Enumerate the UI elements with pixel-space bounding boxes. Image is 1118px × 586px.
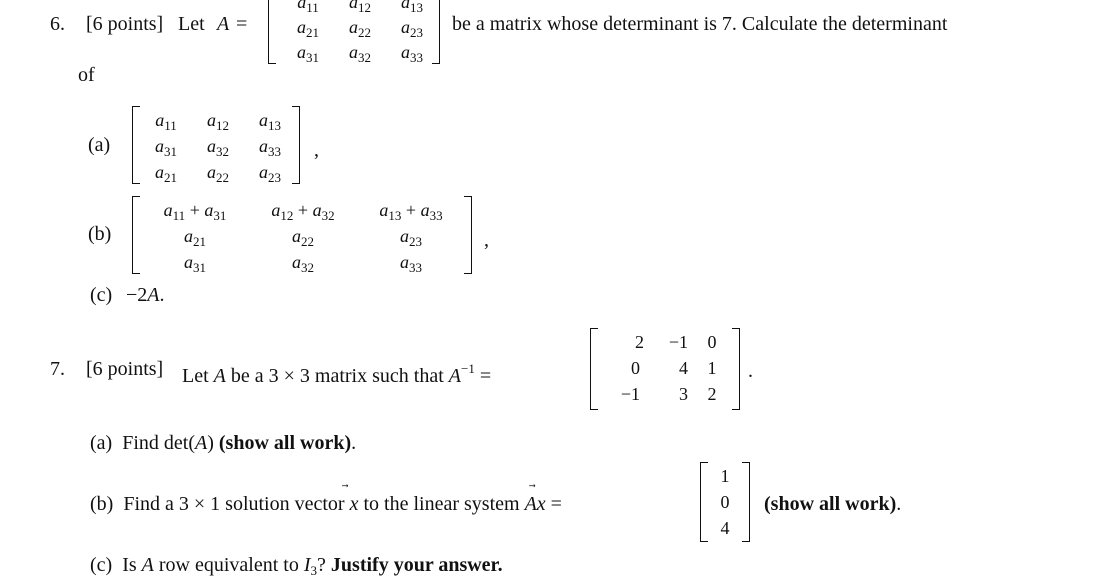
matrix-entry: $a_{23}$ (401, 17, 423, 40)
matrix-entry: $a_{31}$ (155, 136, 177, 159)
matrix-entry: 3 (679, 384, 688, 404)
matrix-entry: −1 (620, 384, 640, 404)
matrix-entry: $a_{33}$ (259, 136, 281, 159)
q7-points: [6 points] (86, 358, 164, 380)
matrix-entry-sum: $a_{13} + a_{33}$ (379, 200, 443, 223)
matrix-entry: 0 (707, 332, 717, 352)
matrix-entry: 4 (679, 358, 688, 378)
q7-part-b-text: (b) Find a 3 × 1 solution vector x to the linear system A x = (90, 493, 562, 515)
matrix-entry: $a_{13}$ (259, 110, 281, 133)
q7-part-b-note: (show all work). (764, 493, 902, 515)
q7-part-a: (a) Find det(A) (show all work). (90, 432, 357, 454)
q6-part-c-expr: −2A. (126, 284, 165, 306)
matrix-entry: $a_{22}$ (292, 226, 314, 249)
matrix-entry-sum: $a_{12} + a_{32}$ (271, 200, 335, 223)
left-bracket (132, 196, 140, 274)
q6-part-b-label: (b) (88, 223, 112, 245)
q6-of: of (78, 64, 95, 86)
matrix-entry: $a_{21}$ (155, 162, 177, 185)
matrix-entry: 1 (707, 358, 717, 378)
matrix-entry: 2 (707, 384, 717, 404)
vector-entry: 1 (720, 466, 730, 486)
left-bracket (700, 462, 708, 542)
matrix-entry: $a_{11}$ (155, 110, 177, 133)
right-bracket (742, 462, 750, 542)
matrix-entry: $a_{21}$ (184, 226, 206, 249)
q7-period: . (748, 360, 753, 382)
matrix-entry-sum: $a_{11} + a_{31}$ (163, 200, 227, 223)
matrix-entry: $a_{32}$ (349, 42, 371, 65)
matrix-entry: 0 (631, 358, 640, 378)
right-bracket (732, 328, 740, 410)
matrix-entry: $a_{31}$ (184, 252, 206, 275)
q7-statement: Let A be a 3 × 3 matrix such that $A^{-1}$ = (182, 361, 492, 387)
matrix-entry: $a_{22}$ (207, 162, 229, 185)
matrix-entry: $a_{12}$ (207, 110, 229, 133)
matrix-entry: 2 (635, 332, 644, 352)
matrix-entry: −1 (668, 332, 688, 352)
q6-var-A: A (217, 13, 230, 35)
q6-equals: = (236, 13, 248, 35)
q7-number: 7. (50, 358, 65, 380)
matrix-entry: $a_{33}$ (401, 42, 423, 65)
vector-x: x (536, 493, 546, 515)
left-bracket (590, 328, 598, 410)
q7-part-c: (c) Is A row equivalent to $I_3$? Justify your answer. (90, 554, 503, 578)
matrix-entry: $a_{21}$ (297, 17, 319, 40)
vector-entry: 0 (720, 492, 730, 512)
matrix-entry: $a_{31}$ (297, 42, 319, 65)
q6-part-b-comma: , (484, 229, 489, 251)
left-bracket (268, 0, 276, 64)
q6-points: [6 points] (86, 13, 164, 35)
q6-number: 6. (50, 13, 65, 35)
q6-part-c-label: (c) (90, 284, 113, 306)
q6-part-a-comma: , (314, 139, 319, 161)
matrix-entry: $a_{11}$ (297, 0, 319, 15)
matrix-entry: $a_{23}$ (259, 162, 281, 185)
matrix-entry: $a_{33}$ (400, 252, 422, 275)
matrix-entry: $a_{32}$ (207, 136, 229, 159)
matrix-entry: $a_{13}$ (401, 0, 423, 15)
matrix-entry: $a_{23}$ (400, 226, 422, 249)
q6-statement: be a matrix whose determinant is 7. Calculate the determinant (452, 13, 948, 35)
left-bracket (132, 106, 140, 184)
matrix-entry: $a_{12}$ (349, 0, 371, 15)
matrix-entry: $a_{32}$ (292, 252, 314, 275)
right-bracket (464, 196, 472, 274)
q6-part-a-label: (a) (88, 134, 111, 156)
vector-entry: 4 (720, 518, 730, 538)
q6-let: Let (178, 13, 205, 35)
vector-x: x (349, 493, 359, 515)
matrix-entry: $a_{22}$ (349, 17, 371, 40)
